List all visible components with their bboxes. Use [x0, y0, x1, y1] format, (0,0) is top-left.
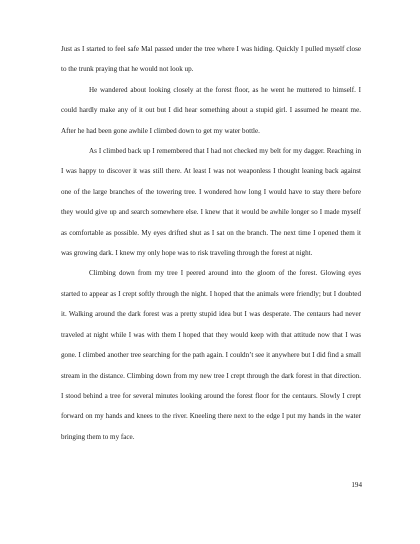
page-number: 194: [351, 481, 362, 489]
paragraph-4: Climbing down from my tree I peered around into the gloom of the forest. Glowing eyes started to appear as I crept softly through the night. I hoped that the animals were friendly; but I doubted it. Walking around the dark forest was a pretty stupid idea but I was desperate. The centaurs had never traveled at night while I was with them I hoped that they would keep with that attitude now that I was gone. I climbed another tree searching for the path again. I couldn’t see it anywhere but I did find a small stream in the distance. Climbing down from my new tree I crept through the dark forest in that direction. I stood behind a tree for several minutes looking around the forest floor for the centaurs. Slowly I crept forward on my hands and knees to the river. Kneeling there next to the edge I put my hands in the water bringing them to my face.: [61, 269, 361, 441]
paragraph-1: Just as I started to feel safe Mal passed under the tree where I was hiding. Quickly I pulled myself close to the trunk praying that he would not look up.: [61, 45, 361, 74]
paragraph-3: As I climbed back up I remembered that I had not checked my belt for my dagger. Reaching in I was happy to discover it was still there. At least I was not weaponless I thought leaning back against one of the large branches of the towering tree. I wondered how long I would have to stay there before they would give up and search somewhere else. I knew that it would be awhile longer so I made myself as comfortable as possible. My eyes drifted shut as I sat on the branch. The next time I opened them it was growing dark. I knew my only hope was to risk traveling through the forest at night.: [61, 147, 361, 258]
paragraph-2: He wandered about looking closely at the forest floor, as he went he muttered to himself. I could hardly make any of it out but I did hear something about a stupid girl. I assumed he meant me. After he had been gone awhile I climbed down to get my water bottle.: [61, 85, 361, 135]
body-text: [61, 39, 361, 447]
